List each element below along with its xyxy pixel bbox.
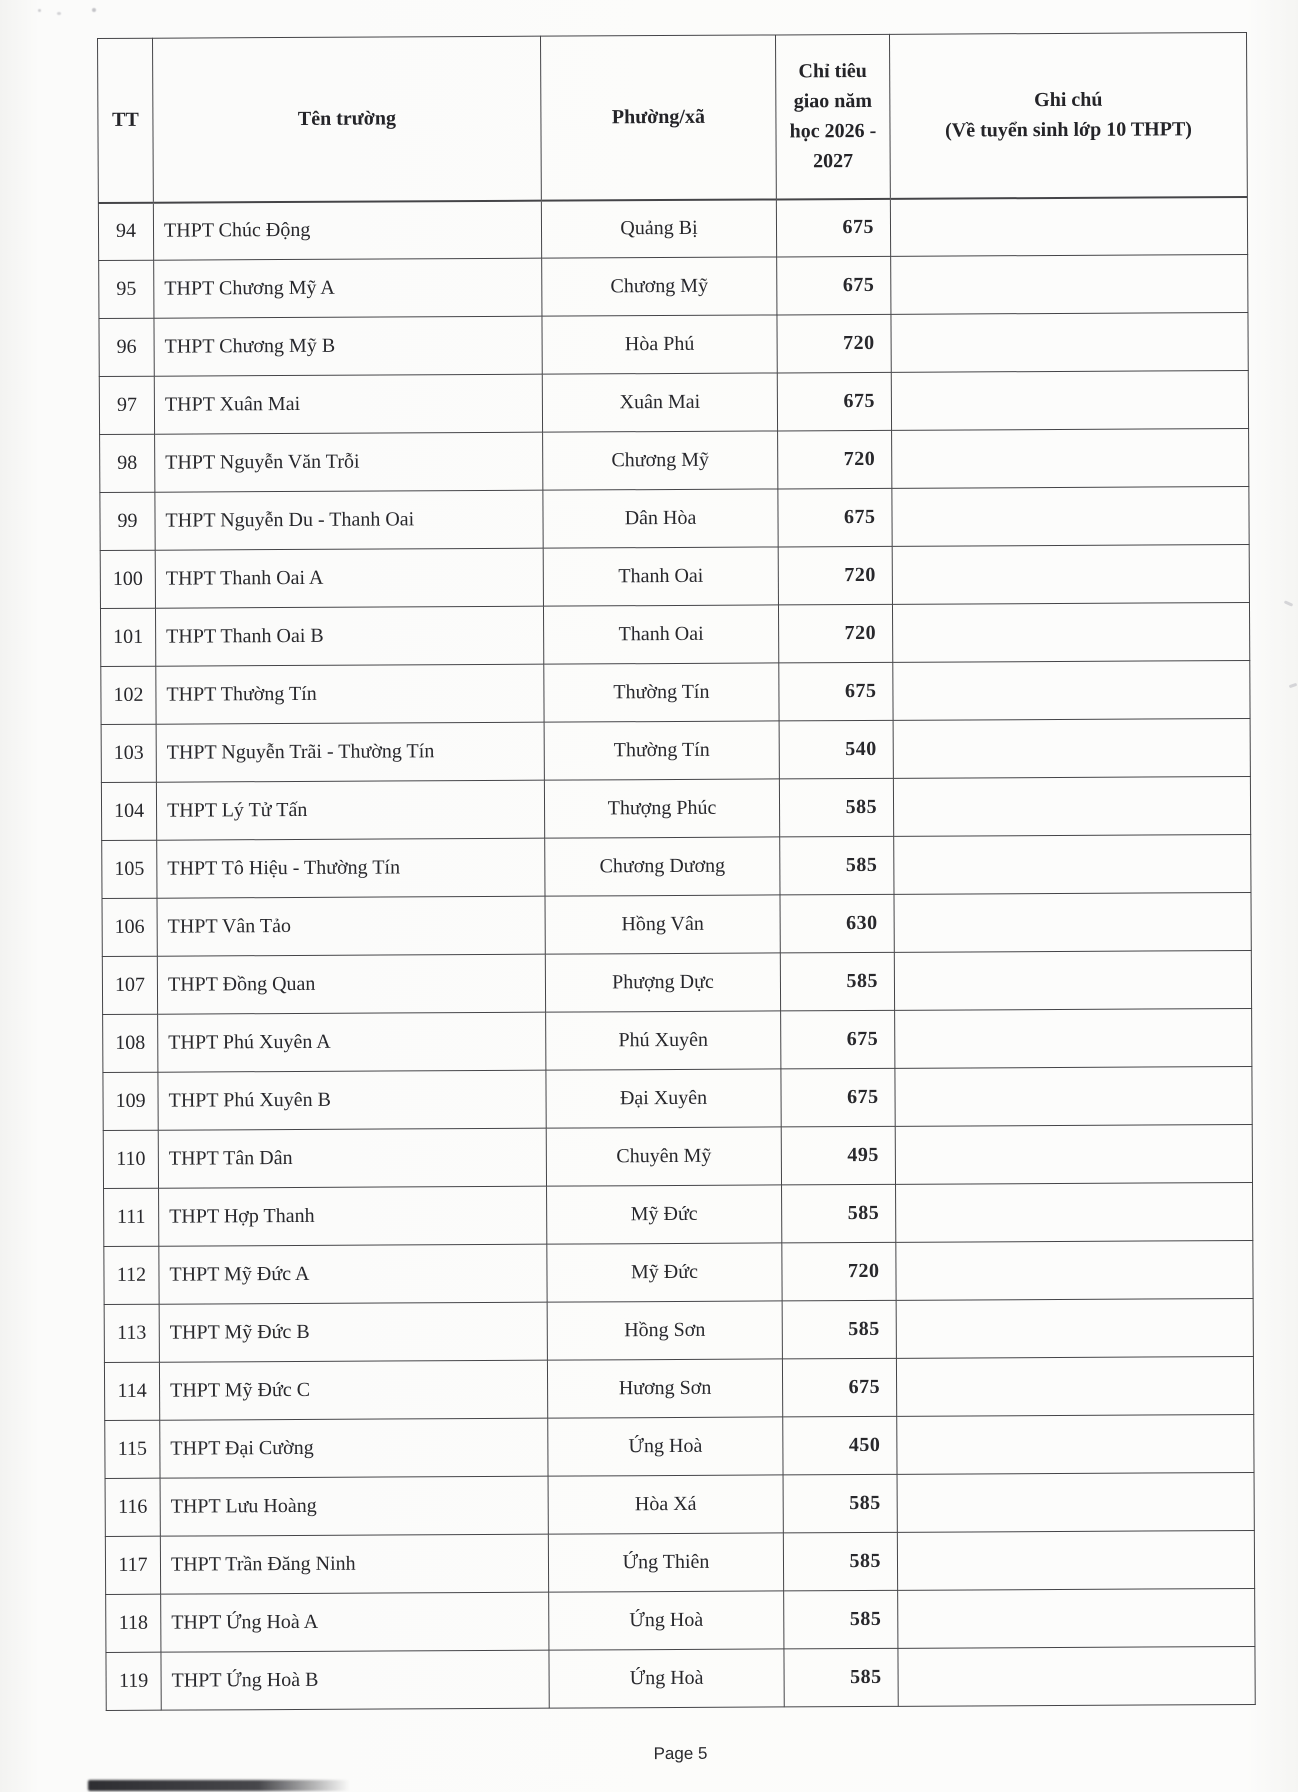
cell-note [898,1646,1255,1706]
cell-ward: Hòa Phú [542,315,777,374]
cell-name: THPT Thường Tín [156,664,544,724]
cell-quota: 585 [783,1474,897,1533]
cell-ward: Đại Xuyên [546,1069,781,1128]
cell-quota: 585 [784,1590,898,1649]
cell-ward: Thường Tín [544,721,779,780]
cell-ward: Phú Xuyên [546,1011,781,1070]
cell-quota: 675 [779,662,893,721]
cell-tt: 115 [105,1420,160,1478]
cell-name: THPT Mỹ Đức C [159,1360,547,1420]
cell-tt: 98 [100,434,155,492]
cell-tt: 110 [103,1130,158,1188]
cell-note [892,428,1249,488]
cell-quota: 585 [784,1648,898,1707]
cell-ward: Hồng Sơn [547,1301,782,1360]
cell-ward: Ứng Hoà [548,1417,783,1476]
cell-tt: 119 [106,1652,161,1710]
header-note-line1: Ghi chú [1034,88,1103,112]
scan-speck [57,12,61,15]
cell-tt: 96 [99,318,154,376]
cell-name: THPT Thanh Oai B [155,606,543,666]
cell-quota: 675 [776,198,890,257]
cell-ward: Thường Tín [544,663,779,722]
cell-ward: Quảng Bị [541,199,776,258]
cell-note [895,1008,1252,1068]
cell-name: THPT Nguyễn Du - Thanh Oai [155,490,543,550]
table-body [98,196,1255,1710]
table-row [100,544,1249,608]
cell-name: THPT Mỹ Đức B [159,1302,547,1362]
cell-note [894,892,1251,952]
cell-note [891,312,1248,372]
cell-quota: 675 [781,1068,895,1127]
cell-quota: 720 [778,604,892,663]
cell-note [895,1124,1252,1184]
cell-tt: 112 [104,1246,159,1304]
table-row [102,950,1251,1014]
cell-tt: 94 [98,202,153,260]
cell-note [891,254,1248,314]
cell-tt: 114 [104,1362,159,1420]
cell-tt: 105 [102,840,157,898]
table-row [104,1356,1253,1420]
cell-ward: Hòa Xá [548,1475,783,1534]
cell-tt: 106 [102,898,157,956]
cell-ward: Mỹ Đức [547,1185,782,1244]
cell-tt: 102 [101,666,156,724]
cell-note [894,950,1251,1010]
cell-ward: Ứng Thiên [548,1533,783,1592]
cell-note [897,1472,1254,1532]
cell-ward: Thượng Phúc [544,779,779,838]
cell-note [897,1530,1254,1590]
cell-name: THPT Chương Mỹ A [154,258,542,318]
cell-quota: 720 [777,314,891,373]
cell-quota: 720 [778,430,892,489]
cell-name: THPT Tân Dân [158,1128,546,1188]
header-quota: Chỉ tiêu giao năm học 2026 - 2027 [775,34,890,199]
enrollment-quota-table [97,32,1256,1711]
cell-quota: 540 [779,720,893,779]
cell-name: THPT Lưu Hoàng [160,1476,548,1536]
table-row [100,602,1249,666]
table-row [101,776,1250,840]
cell-note [894,834,1251,894]
cell-ward: Chương Mỹ [543,431,778,490]
cell-quota: 585 [782,1184,896,1243]
cell-note [892,486,1249,546]
cell-quota: 675 [778,488,892,547]
cell-note [897,1414,1254,1474]
cell-note [893,718,1250,778]
cell-quota: 585 [780,836,894,895]
cell-tt: 109 [103,1072,158,1130]
table-row [101,718,1250,782]
cell-name: THPT Ứng Hoà B [161,1650,549,1710]
cell-name: THPT Phú Xuyên A [158,1012,546,1072]
cell-tt: 104 [101,782,156,840]
header-school-name: Tên trường [153,36,542,202]
cell-quota: 495 [781,1126,895,1185]
cell-note [896,1182,1253,1242]
cell-name: THPT Đồng Quan [157,954,545,1014]
cell-note [892,602,1249,662]
table-row [100,428,1249,492]
table-row [103,1066,1252,1130]
cell-name: THPT Lý Tử Tấn [156,780,544,840]
cell-ward: Ứng Hoà [549,1649,784,1708]
table-row [99,254,1248,318]
cell-ward: Chương Mỹ [542,257,777,316]
cell-note [896,1298,1253,1358]
cell-quota: 675 [777,256,891,315]
page-number: Page 5 [653,1743,708,1764]
header-tt: TT [98,38,154,202]
cell-ward: Hồng Vân [545,895,780,954]
cell-name: THPT Nguyễn Văn Trỗi [155,432,543,492]
cell-tt: 95 [99,260,154,318]
cell-ward: Xuân Mai [542,373,777,432]
cell-note [890,196,1247,256]
table-row [101,660,1250,724]
cell-note [896,1356,1253,1416]
table-row [104,1182,1253,1246]
cell-quota: 675 [777,372,891,431]
cell-tt: 99 [100,492,155,550]
cell-note [891,370,1248,430]
cell-name: THPT Xuân Mai [154,374,542,434]
cell-quota: 585 [783,1532,897,1591]
table-row [99,312,1248,376]
cell-quota: 675 [782,1358,896,1417]
cell-note [895,1066,1252,1126]
cell-quota: 585 [779,778,893,837]
scan-shadow-bar [88,1780,350,1791]
cell-name: THPT Hợp Thanh [159,1186,547,1246]
cell-quota: 630 [780,894,894,953]
cell-ward: Ứng Hoà [549,1591,784,1650]
cell-tt: 116 [105,1478,160,1536]
cell-tt: 107 [102,956,157,1014]
table-row [106,1588,1255,1652]
cell-tt: 117 [105,1536,160,1594]
table-row [105,1414,1254,1478]
cell-name: THPT Chúc Động [153,200,541,260]
cell-quota: 675 [781,1010,895,1069]
table-row [98,196,1247,260]
cell-tt: 111 [104,1188,159,1246]
header-note [889,32,1247,198]
header-row [98,32,1248,202]
cell-ward: Mỹ Đức [547,1243,782,1302]
table-row [105,1472,1254,1536]
cell-quota: 720 [778,546,892,605]
header-ward: Phường/xã [540,35,776,200]
scan-speck [38,9,41,12]
cell-tt: 101 [100,608,155,666]
cell-quota: 720 [782,1242,896,1301]
cell-ward: Thanh Oai [543,605,778,664]
cell-quota: 585 [782,1300,896,1359]
table-row [103,1124,1252,1188]
scan-speck [92,8,96,12]
table-row [104,1298,1253,1362]
cell-ward: Phượng Dực [545,953,780,1012]
cell-note [896,1240,1253,1300]
cell-ward: Chuyên Mỹ [546,1127,781,1186]
cell-name: THPT Chương Mỹ B [154,316,542,376]
cell-tt: 103 [101,724,156,782]
cell-name: THPT Ứng Hoà A [161,1592,549,1652]
cell-tt: 100 [100,550,155,608]
cell-name: THPT Thanh Oai A [155,548,543,608]
cell-name: THPT Tô Hiệu - Thường Tín [157,838,545,898]
header-note-line2: (Về tuyển sinh lớp 10 THPT) [945,118,1192,142]
table-row [104,1240,1253,1304]
cell-name: THPT Mỹ Đức A [159,1244,547,1304]
cell-name: THPT Phú Xuyên B [158,1070,546,1130]
cell-ward: Dân Hòa [543,489,778,548]
cell-tt: 113 [104,1304,159,1362]
table-row [103,1008,1252,1072]
cell-ward: Chương Dương [545,837,780,896]
cell-tt: 97 [99,376,154,434]
cell-name: THPT Nguyễn Trãi - Thường Tín [156,722,544,782]
cell-note [892,544,1249,604]
cell-ward: Thanh Oai [543,547,778,606]
cell-tt: 108 [103,1014,158,1072]
table-row [105,1530,1254,1594]
table-row [100,486,1249,550]
cell-name: THPT Vân Tảo [157,896,545,956]
cell-tt: 118 [106,1594,161,1652]
table-row [102,892,1251,956]
table-row [102,834,1251,898]
cell-quota: 450 [783,1416,897,1475]
cell-note [898,1588,1255,1648]
scan-mark [1289,683,1298,688]
cell-note [893,776,1250,836]
cell-ward: Hương Sơn [547,1359,782,1418]
table-row [99,370,1248,434]
cell-note [893,660,1250,720]
cell-quota: 585 [780,952,894,1011]
table-row [106,1646,1255,1710]
cell-name: THPT Đại Cường [160,1418,548,1478]
page-content [97,32,1256,1767]
scan-mark [1284,600,1293,606]
cell-name: THPT Trần Đăng Ninh [160,1534,548,1594]
